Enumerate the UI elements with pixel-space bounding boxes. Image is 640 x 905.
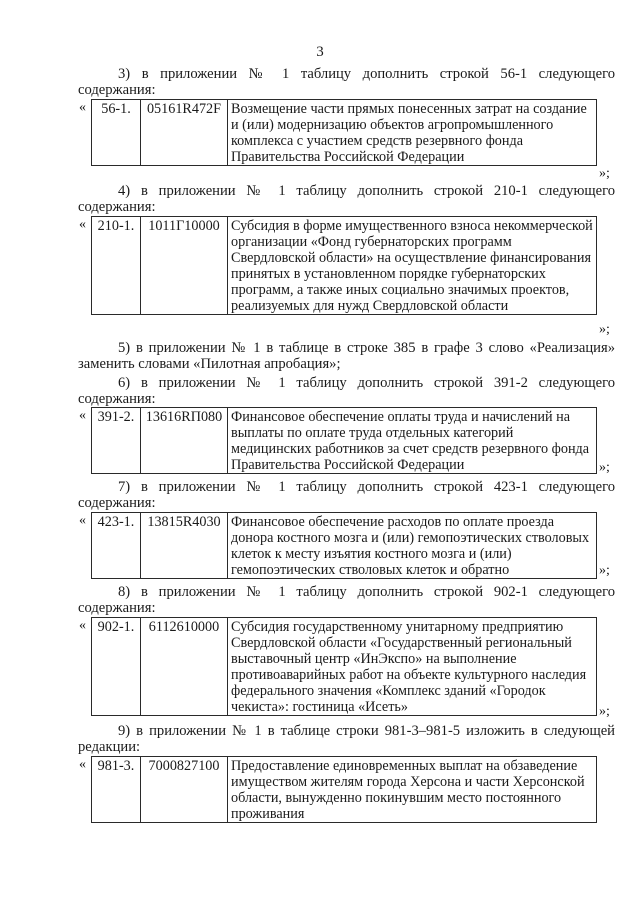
table-row-423-1 [91,512,597,579]
row-number: 981-3. [92,757,141,823]
row-code: 6112610000 [141,618,228,716]
paragraph-5-line1: 5) в приложении № 1 в таблице в строке 385 в графе 3 слово «Реализация» [118,340,615,356]
row-description: Возмещение части прямых понесенных затрат на создание и (или) модернизацию объектов агропромышленного комплекса с участием средств резервного фонда Правительства Российской Федерации [228,100,597,166]
quote-open: « [79,217,86,232]
row-number: 56-1. [92,100,141,166]
paragraph-4-line2: содержания: [78,199,156,215]
quote-open: « [79,100,86,115]
paragraph-7-line1: 7) в приложении № 1 таблицу дополнить строкой 423-1 следующего [118,479,615,495]
paragraph-3 [78,66,615,98]
paragraph-4 [78,183,615,215]
paragraph-5-line2: заменить словами «Пилотная апробация»; [78,356,341,372]
row-number: 391-2. [92,408,141,474]
table-row-391-2 [91,407,597,474]
row-code: 13815R4030 [141,513,228,579]
row-description: Финансовое обеспечение оплаты труда и начислений на выплаты по оплате труда отдельных категорий медицинских работников за счет средств резервного фонда Правительства Российской Федерации [228,408,597,474]
row-code: 13616RП080 [141,408,228,474]
paragraph-9-line2: редакции: [78,739,141,755]
table-row-902-1 [91,617,597,716]
quote-close: »; [599,704,610,719]
paragraph-8-line1: 8) в приложении № 1 таблицу дополнить строкой 902-1 следующего [118,584,615,600]
paragraph-8-line2: содержания: [78,600,156,616]
quote-open: « [79,757,86,772]
paragraph-5 [78,340,615,372]
quote-close: »; [599,322,610,337]
row-description: Предоставление единовременных выплат на обзаведение имуществом жителям города Херсона и части Херсонской области, вынужденно покинувшим место постоянного проживания [228,757,597,823]
quote-open: « [79,618,86,633]
paragraph-9 [78,723,615,755]
row-number: 210-1. [92,217,141,315]
paragraph-7-line2: содержания: [78,495,156,511]
table-row-56-1 [91,99,597,166]
row-description: Финансовое обеспечение расходов по оплате проезда донора костного мозга и (или) гемопоэтических стволовых клеток к месту изъятия костного мозга и (или) гемопоэтических стволовых клеток и обратно [228,513,597,579]
paragraph-6-line2: содержания: [78,391,156,407]
paragraph-9-line1: 9) в приложении № 1 в таблице строки 981-3–981-5 изложить в следующей [118,723,615,739]
row-number: 902-1. [92,618,141,716]
row-code: 7000827100 [141,757,228,823]
quote-close: »; [599,460,610,475]
row-code: 05161R472F [141,100,228,166]
row-description: Субсидия в форме имущественного взноса некоммерческой организации «Фонд губернаторских программ Свердловской области» на осуществление финансирования принятых в установленном порядке губернаторских программ, а также иных социально значимых проектов, реализуемых для нужд Свердловской области [228,217,597,315]
quote-close: »; [599,563,610,578]
paragraph-8 [78,584,615,616]
page-number: 3 [316,44,324,60]
quote-open: « [79,408,86,423]
table-row-210-1 [91,216,597,315]
table-row-981-3 [91,756,597,823]
paragraph-6 [78,375,615,407]
paragraph-3-line2: содержания: [78,82,156,98]
paragraph-7 [78,479,615,511]
row-description: Субсидия государственному унитарному предприятию Свердловской области «Государственный региональный выставочный центр «ИнЭкспо» на выполнение противоаварийных работ на объекте культурного наследия федерального значения «Комплекс зданий «Городок чекиста»: гостиница «Исеть» [228,618,597,716]
quote-close: »; [599,166,610,181]
paragraph-6-line1: 6) в приложении № 1 таблицу дополнить строкой 391-2 следующего [118,375,615,391]
row-code: 1011Г10000 [141,217,228,315]
quote-open: « [79,513,86,528]
paragraph-3-line1: 3) в приложении № 1 таблицу дополнить строкой 56-1 следующего [118,66,615,82]
paragraph-4-line1: 4) в приложении № 1 таблицу дополнить строкой 210-1 следующего [118,183,615,199]
row-number: 423-1. [92,513,141,579]
